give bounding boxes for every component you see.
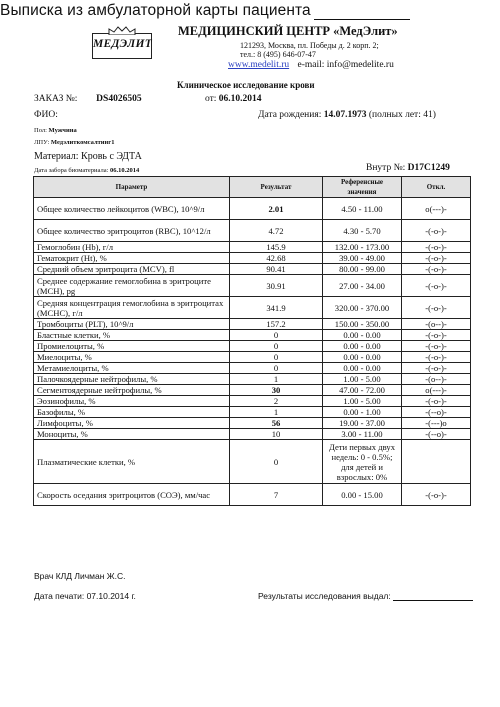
param-cell: Гемоглобин (Hb), г/л [34,242,230,253]
deviation-cell: о(---)- [402,385,471,396]
reference-cell: 47.00 - 72.00 [323,385,402,396]
param-cell: Миелоциты, % [34,352,230,363]
result-cell: 56 [230,418,323,429]
param-cell: Средний объем эритроцита (MCV), fl [34,264,230,275]
result-cell: 30.91 [230,275,323,297]
param-cell: Палочкоядерные нейтрофилы, % [34,374,230,385]
deviation-cell: -(-о-)- [402,330,471,341]
param-cell: Метамиелоциты, % [34,363,230,374]
order-date-value: 06.10.2014 [218,94,262,104]
deviation-cell: -(-о-)- [402,220,471,242]
birth-label: Дата рождения: [258,110,322,120]
reference-cell: 320.00 - 370.00 [323,297,402,319]
center-address: 121293, Москва, пл. Победы д. 2 корп. 2; [240,41,379,50]
order-row [34,94,142,104]
reference-cell: 27.00 - 34.00 [323,275,402,297]
reference-cell: 0.00 - 0.00 [323,330,402,341]
table-header-row [34,177,471,198]
deviation-cell [402,440,471,484]
param-cell: Скорость оседания эритроцитов (СОЭ), мм/час [34,484,230,506]
table-row [34,220,471,242]
doctor-signature: Врач КЛД Личман Ж.С. [34,571,126,581]
material-value: Кровь с ЭДТА [81,151,142,162]
deviation-cell: -(--о)- [402,429,471,440]
birth-date: 14.07.1973 [323,110,367,120]
reference-cell: 0.00 - 1.00 [323,407,402,418]
deviation-cell: -(-о-)- [402,275,471,297]
param-cell: Промиелоциты, % [34,341,230,352]
result-cell: 30 [230,385,323,396]
order-date [205,94,262,104]
issued-label: Результаты исследования выдал: [258,591,391,601]
order-label: ЗАКАЗ №: [34,94,78,104]
crown-icon [107,26,137,35]
reference-cell: 0.00 - 0.00 [323,352,402,363]
table-row [34,440,471,484]
deviation-cell: -(-о-)- [402,264,471,275]
result-cell: 7 [230,484,323,506]
order-date-label: от: [205,94,217,104]
table-row [34,319,471,330]
result-cell: 1 [230,374,323,385]
param-cell: Тромбоциты (PLT), 10^9/л [34,319,230,330]
table-row [34,198,471,220]
param-cell: Эозинофилы, % [34,396,230,407]
sex-value: Мужчина [48,127,77,134]
age-text: (полных лет: 41) [368,110,436,120]
deviation-cell: -(-о-)- [402,484,471,506]
deviation-cell: -(-о-)- [402,363,471,374]
table-row [34,363,471,374]
result-cell: 0 [230,440,323,484]
lpu-row [34,139,114,146]
result-cell: 341.9 [230,297,323,319]
deviation-cell: -(-о-)- [402,396,471,407]
lpu-value: Медэлиткомсалтинг1 [50,139,115,146]
table-row [34,396,471,407]
header-param: Параметр [34,177,230,198]
reference-cell: 132.00 - 173.00 [323,242,402,253]
reference-cell: 4.50 - 11.00 [323,198,402,220]
material-row [34,151,142,162]
param-cell: Плазматические клетки, % [34,440,230,484]
sex-row [34,127,77,134]
reference-cell: 1.00 - 5.00 [323,396,402,407]
param-cell: Сегментоядерные нейтрофилы, % [34,385,230,396]
param-cell: Бластные клетки, % [34,330,230,341]
deviation-cell: -(-о-)- [402,297,471,319]
website-link[interactable]: www.medelit.ru [228,60,290,70]
sex-label: Пол: [34,127,47,134]
table-row [34,341,471,352]
result-cell: 0 [230,352,323,363]
result-cell: 145.9 [230,242,323,253]
lpu-label: ЛПУ: [34,139,50,146]
deviation-cell: о(---)- [402,198,471,220]
result-cell: 42.68 [230,253,323,264]
reference-cell: 0.00 - 15.00 [323,484,402,506]
center-contacts [228,60,394,70]
fio-label: ФИО: [34,110,58,120]
deviation-cell: -(о--)- [402,374,471,385]
deviation-cell: -(-о-)- [402,352,471,363]
table-row [34,484,471,506]
birth-row [258,110,436,120]
reference-cell: 39.00 - 49.00 [323,253,402,264]
clinic-logo [92,33,152,59]
result-cell: 10 [230,429,323,440]
issued-by [258,591,473,601]
center-name: МЕДИЦИНСКИЙ ЦЕНТР «МедЭлит» [178,24,398,38]
reference-cell: 4.30 - 5.70 [323,220,402,242]
results-table [33,176,471,506]
param-cell: Гематокрит (Ht), % [34,253,230,264]
param-cell: Базофилы, % [34,407,230,418]
param-cell: Моноциты, % [34,429,230,440]
param-cell: Общее количество лейкоцитов (WBC), 10^9/л [34,198,230,220]
result-cell: 0 [230,330,323,341]
header-result: Результат [230,177,323,198]
reference-cell: 0.00 - 0.00 [323,363,402,374]
issued-signature-line [393,591,473,601]
result-cell: 0 [230,363,323,374]
result-cell: 1 [230,407,323,418]
reference-cell: 80.00 - 99.00 [323,264,402,275]
result-cell: 157.2 [230,319,323,330]
deviation-cell: -(--о)- [402,407,471,418]
deviation-cell: -(---)о [402,418,471,429]
deviation-cell: -(о--)- [402,319,471,330]
table-row [34,418,471,429]
table-row [34,385,471,396]
table-row [34,407,471,418]
reference-cell: 150.00 - 350.00 [323,319,402,330]
result-cell: 90.41 [230,264,323,275]
deviation-cell: -(-о-)- [402,253,471,264]
sample-date-label: Дата забора биоматериала: [34,167,109,174]
result-cell: 4.72 [230,220,323,242]
page-title [0,2,500,20]
reference-cell: 0.00 - 0.00 [323,341,402,352]
material-label: Материал: [34,151,79,162]
table-row [34,264,471,275]
param-cell: Лимфоциты, % [34,418,230,429]
results-body [34,198,471,506]
title-underline [314,5,410,20]
sample-date-value: 06.10.2014 [110,167,140,174]
deviation-cell: -(-о-)- [402,242,471,253]
reference-cell: 3.00 - 11.00 [323,429,402,440]
header-dev: Откл. [402,177,471,198]
table-row [34,253,471,264]
internal-number-row [366,163,450,173]
table-row [34,374,471,385]
page-title-text: Выписка из амбулаторной карты пациента [0,2,311,19]
result-cell: 0 [230,341,323,352]
param-cell: Средняя концентрация гемоглобина в эритроцитах (MCHC), г/л [34,297,230,319]
document-title: Клиническое исследование крови [177,80,315,90]
header-ref: Референсные значения [323,177,402,198]
sample-date-row [34,167,139,174]
internal-label: Внутр №: [366,163,406,173]
logo-text: МЕДЭЛИТ [93,38,153,50]
center-phone: тел.: 8 (495) 646-07-47 [240,50,316,59]
param-cell: Среднее содержание гемоглобина в эритроците (MCH), pg [34,275,230,297]
reference-cell: 1.00 - 5.00 [323,374,402,385]
param-cell: Общее количество эритроцитов (RBC), 10^12/л [34,220,230,242]
internal-number: D17C1249 [407,163,450,173]
table-row [34,429,471,440]
table-row [34,275,471,297]
order-number: DS4026505 [96,94,142,104]
reference-cell: 19.00 - 37.00 [323,418,402,429]
table-row [34,297,471,319]
table-row [34,352,471,363]
reference-cell: Дети первых двух недель: 0 - 0.5%; для детей и взрослых: 0% [323,440,402,484]
result-cell: 2.01 [230,198,323,220]
table-row [34,330,471,341]
print-date: Дата печати: 07.10.2014 г. [34,591,136,601]
result-cell: 2 [230,396,323,407]
table-row [34,242,471,253]
email-text: e-mail: info@medelite.ru [297,60,394,70]
deviation-cell: -(-о-)- [402,341,471,352]
